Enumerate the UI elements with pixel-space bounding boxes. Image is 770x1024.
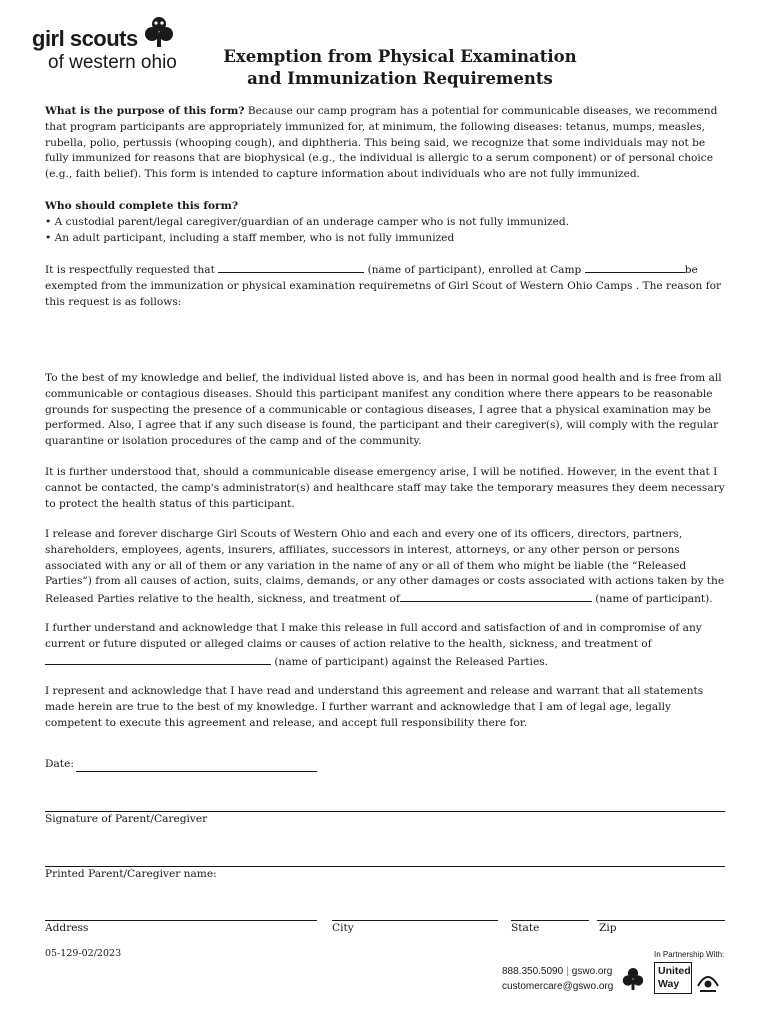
who-section (45, 199, 725, 246)
organization-logo (30, 16, 200, 76)
website-link[interactable]: gswo.org (571, 966, 613, 977)
release-participant-field[interactable] (400, 590, 592, 602)
address-label: Address (45, 922, 89, 934)
united-way-logo (654, 962, 722, 996)
release-text-2: (name of participant). (591, 593, 713, 606)
camp-name-field[interactable] (585, 261, 685, 273)
state-label: State (511, 922, 540, 934)
title-line-2: and Immunization Requirements (247, 69, 553, 88)
title-line-1: Exemption from Physical Examination (223, 47, 577, 66)
city-field[interactable] (332, 920, 498, 921)
form-code: 05-129-02/2023 (45, 948, 122, 959)
date-label: Date: (45, 758, 74, 770)
emergency-paragraph: It is further understood that, should a communicable disease emergency arise, I will be notified. However, in the event that I cannot be contacted, the camp's administrator(s) and healthcare staff may take the temporary measures they deem necessary to protect the health status of this participant. (45, 466, 725, 510)
participant-name-field[interactable] (218, 261, 364, 273)
city-label: City (332, 922, 354, 934)
phone-number: 888.350.5090 (502, 966, 564, 977)
who-bullet-adult: • An adult participant, including a staff member, who is not fully immunized (45, 231, 455, 244)
partnership-label: In Partnership With: (654, 950, 725, 959)
separator: | (566, 966, 569, 977)
release-paragraph (45, 527, 725, 608)
signature-label: Signature of Parent/Caregiver (45, 813, 208, 825)
request-text-3: be exempted from the immunization or physical examination requiremetns of Girl Scout of Western Ohio Camps . The reason for this request is as follows: (45, 264, 722, 308)
trefoil-icon (144, 16, 174, 48)
logo-text-western-ohio: of western ohio (48, 52, 177, 73)
purpose-paragraph (45, 104, 725, 183)
release-text-1: I release and forever discharge Girl Scouts of Western Ohio and each and every one of its officers, directors, partners, shareholders, employees, agents, insurers, affiliates, successors in interest, attorneys, or any other person or persons associated with any or all of them or any variation in the name of any or all of them who might be liable (the “Released Parties”) from all causes of action, suits, claims, demands, or any other damages or costs associated with actions taken by the Released Parties relative to the health, sickness, and treatment of (45, 528, 725, 606)
date-field[interactable] (76, 771, 317, 772)
contact-info (502, 964, 613, 994)
address-field[interactable] (45, 920, 317, 921)
printed-name-label: Printed Parent/Caregiver name: (45, 868, 217, 880)
united-way-line-1: United (658, 965, 691, 977)
zip-field[interactable] (597, 920, 725, 921)
who-bullet-guardian: • A custodial parent/legal caregiver/guardian of an underage camper who is not fully immunized. (45, 215, 570, 228)
email-link[interactable]: customercare@gswo.org (502, 981, 614, 992)
understand-text-1: I further understand and acknowledge that I make this release in full accord and satisfaction of and in compromise of any current or future disputed or alleged claims or causes of action relative to the health, sickness, and treatment of (45, 622, 702, 650)
request-text-2: (name of participant), enrolled at Camp (364, 264, 585, 276)
logo-text-girl-scouts: girl scouts (32, 26, 138, 51)
request-paragraph (45, 261, 725, 310)
united-way-hand-icon (694, 964, 722, 994)
united-way-line-2: Way (658, 978, 680, 990)
understand-paragraph (45, 621, 725, 670)
understand-participant-field[interactable] (45, 653, 271, 665)
printed-name-field[interactable] (45, 866, 725, 867)
purpose-heading: What is the purpose of this form? (45, 105, 245, 117)
knowledge-paragraph: To the best of my knowledge and belief, the individual listed above is, and has been in normal good health and is free from all communicable or contagious diseases. Should this participant manifest any condition where there appears to be reasonable grounds for suspecting the presence of a communicable or contagious diseases, I agree that a physical examination may be performed. Also, I agree that if any such disease is found, the participant and their caregiver(s), will comply with the regular quarantine or isolation procedures of the camp and of the community. (45, 372, 722, 448)
footer-trefoil-icon (622, 966, 644, 992)
represent-paragraph: I represent and acknowledge that I have read and understand this agreement and release and warrant that all statements made herein are true to the best of my knowledge. I further warrant and acknowledge that I am of legal age, legally competent to execute this agreement and release, and accept full responsibility there for. (45, 685, 704, 729)
form-title (210, 46, 590, 90)
state-field[interactable] (511, 920, 589, 921)
request-text-1: It is respectfully requested that (45, 264, 219, 276)
zip-label: Zip (599, 922, 617, 934)
purpose-text: Because our camp program has a potential for communicable diseases, we recommend that program participants are appropriately immunized for, at minimum, the following diseases: tetanus, mumps, measles, rubella, polio, pertussis (whooping cough), and diphtheria. This being said, we recognize that some individuals may not be fully immunized for reasons that are biophysical (e.g., the individual is allergic to a serum component) or of personal choice (e.g., faith belief). This form is intended to capture information about individuals who are not fully immunized. (45, 105, 718, 181)
who-heading: Who should complete this form? (45, 200, 239, 212)
understand-text-2: (name of participant) against the Released Parties. (271, 655, 549, 668)
signature-field[interactable] (45, 811, 725, 812)
